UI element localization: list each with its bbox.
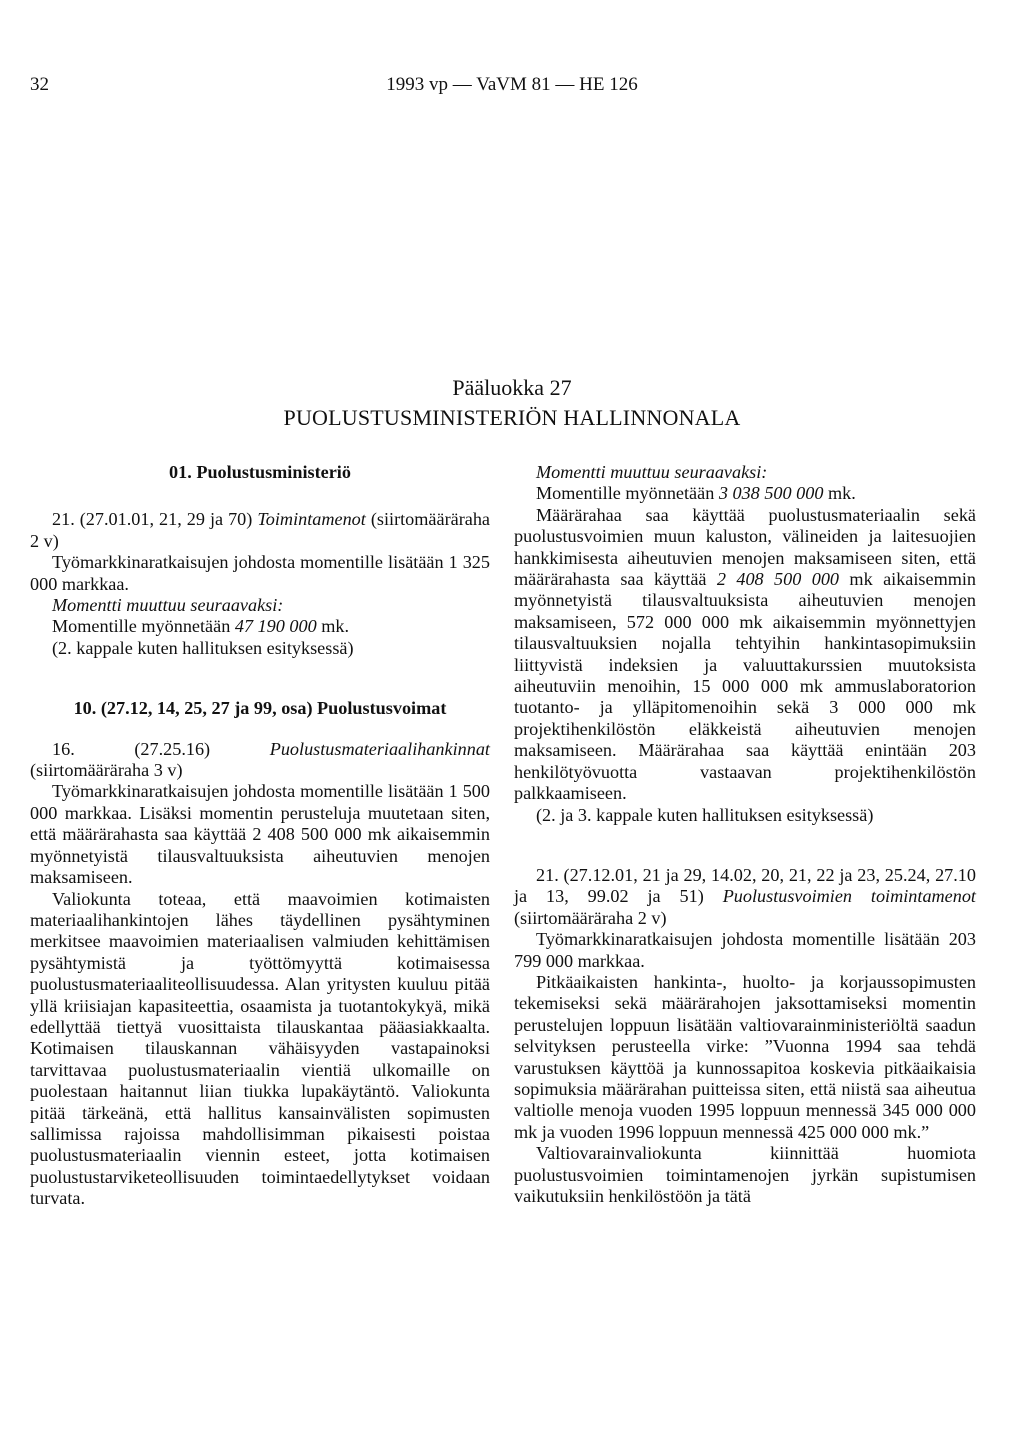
right-item-21-long-term: Pitkäaikaisten hankinta-, huolto- ja korjaussopimusten tekemiseksi sekä määrärahojen jaksottamiseksi momentin perustelujen loppuun lisätään valtiovarainministeriöltä saadun selvityksen perusteella virke: ”Vuonna 1994 saa tehdä varustuksen käyttöä ja kunnossapitoa koskevia pitkäaikaisia sopimuksia määrärahan puitteissa siten, että niistä saa aiheutua valtiolle menoja vuoden 1995 loppuun mennessä 345 000 000 mk ja vuoden 1996 loppuun mennessä 425 000 000 mk.” xyxy=(514,971,976,1142)
item-21-type: (siirtomääräraha 2 v) xyxy=(514,907,667,928)
item-21-title: Puolustusvoimien toimintamenot xyxy=(722,886,976,907)
section-10-heading: 10. (27.12, 14, 25, 27 ja 99, osa) Puolustusvoimat xyxy=(73,698,447,719)
ministry-title: PUOLUSTUSMINISTERIÖN HALLINNONALA xyxy=(283,405,741,430)
item-21-text: Työmarkkinaratkaisujen johdosta momentille lisätään 1 325 000 markkaa. xyxy=(30,552,490,594)
right-note: (2. ja 3. kappale kuten hallituksen esityksessä) xyxy=(536,804,874,825)
right-changed xyxy=(514,462,976,483)
appropriation-amount: 2 408 500 000 xyxy=(716,569,840,590)
left-column xyxy=(30,462,490,1210)
running-header: 1993 vp — VaVM 81 — HE 126 xyxy=(386,74,638,95)
changed-label: Momentti muuttuu seuraavaksi: xyxy=(52,595,284,616)
main-class-title: Pääluokka 27 xyxy=(452,375,572,400)
right-item-21-finance-committee: Valtiovarainvaliokunta kiinnittää huomiota puolustusvoimien toimintamenojen jyrkän supistumisen vaikutuksiin henkilöstöön ja tätä xyxy=(514,1143,976,1206)
item-21-type: (siirtomääräraha 2 v) xyxy=(30,509,490,551)
item-21-title: Toimintamenot xyxy=(257,509,366,530)
page-number: 32 xyxy=(30,74,49,95)
appropriation-text-1: Määrärahaa saa käyttää puolustusmateriaalin sekä puolustusvoimien muun kaluston, välineiden ja laitesuojien hankkimisesta aiheutuvien menojen maksamiseen siten, että määrärahasta saa käyttää xyxy=(514,504,976,590)
item-21-grant xyxy=(30,616,490,637)
right-appropriation xyxy=(514,505,976,805)
grant-prefix: Momentille myönnetään xyxy=(52,616,235,637)
item-21-note: (2. kappale kuten hallituksen esityksessä) xyxy=(52,637,354,658)
sub-heading-ministry: 01. Puolustusministeriö xyxy=(169,462,351,482)
item-16-text: Työmarkkinaratkaisujen johdosta momentille lisätään 1 500 000 markkaa. Lisäksi momentin perusteluja muutetaan siten, että määrärahasta saa käyttää 2 408 500 000 mk aikaisemmin myönnetyistä tilausvaltuuksista aiheutuvien menojen maksamiseen. xyxy=(30,781,490,888)
changed-label: Momentti muuttuu seuraavaksi: xyxy=(536,462,768,482)
grant-suffix: mk. xyxy=(823,483,856,504)
item-21-changed xyxy=(30,595,490,616)
grant-prefix: Momentille myönnetään xyxy=(536,483,719,504)
item-16-type: (siirtomääräraha 3 v) xyxy=(30,760,183,781)
appropriation-text-2: mk aikaisemmin myönnetyistä tilausvaltuuksista aiheutuvien menojen maksamiseen, 572 000 000 mk aikaisemmin myönnettyjen tilausvaltuuksien nojalla tehtyihin hankintasopimuksiin liittyvistä indeksien ja valuuttakurssien muutoksista aiheutuviin menoihin, 15 000 000 mk ammuslaboratorion tuotanto- ja ylläpitomenoihin sekä 3 000 000 mk projektihenkilöstön eläkkeistä aiheutuvien menojen maksamiseen. Määrärahaa saa käyttää enintään 203 henkilötyövuotta vastaavan projektihenkilöstön palkkaamiseen. xyxy=(514,569,977,804)
item-21-ref: 21. (27.01.01, 21, 29 ja 70) xyxy=(52,509,258,530)
heading-block xyxy=(0,373,1024,433)
item-21-reference xyxy=(30,509,490,552)
item-16-title: Puolustusmateriaalihankinnat xyxy=(269,738,490,759)
item-16-ref: 16. (27.25.16) xyxy=(52,738,270,759)
grant-amount: 3 038 500 000 xyxy=(718,483,824,504)
grant-suffix: mk. xyxy=(316,616,350,637)
grant-amount: 47 190 000 xyxy=(234,616,317,637)
right-column xyxy=(514,462,976,1207)
right-grant xyxy=(514,483,976,504)
right-item-21-text: Työmarkkinaratkaisujen johdosta momentille lisätään 203 799 000 markkaa. xyxy=(514,929,976,971)
right-item-21-reference xyxy=(514,865,976,929)
item-16-reference xyxy=(30,739,490,782)
item-16-committee: Valiokunta toteaa, että maavoimien kotimaisten materiaalihankintojen lähes täydellinen pysähtyminen merkitsee maavoimien materiaalisen valmiuden kehittämisen pysähtymistä ja työttömyyttä kotimaisessa puolustusmateriaaliteollisuudessa. Alan yritysten kuuluu pitää yllä kriisiajan kapasiteettia, osaamista ja tuotantokykyä, mikä edellyttää tiettyä vuosittaista tilauskantaa pääasiakkaalta. Kotimaisen tilauskannan vähäisyyden vastapainoksi tarvittavaa puolustusmateriaalin vientiä ulkomaille on puolestaan haitannut liian tiukka lupakäytäntö. Valiokunta pitää tärkeänä, että hallitus kansainvälisten sopimusten sallimissa rajoissa mahdollisimman pikaisesti poistaa puolustusmateriaalin viennin esteet, jotta kotimaisen puolustustarviketeollisuuden toimintaedellytykset voidaan turvata. xyxy=(30,888,490,1209)
item-21-ref: 21. (27.12.01, 21 ja 29, 14.02, 20, 21, 22 ja 23, 25.24, 27.10 ja 13, 99.02 ja 51) xyxy=(514,864,976,907)
